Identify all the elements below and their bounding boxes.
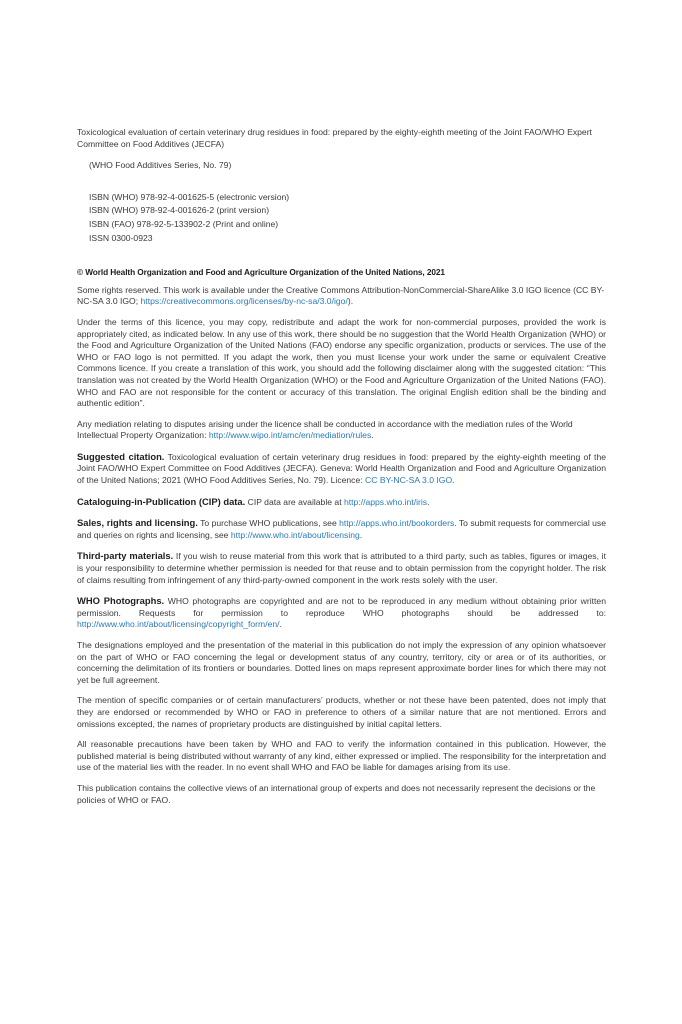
citation-text: Toxicological evaluation of certain veterinary drug residues in food: prepared by the eighty-eighth meeting of the Joint FAO/WHO Expert Committee on Food Additives (JECFA). Geneva: World Health Organization and Food and Agriculture Organization of the United Nations; 2021 (WHO Food Additives Series, No. 79). Licence: bbox=[77, 451, 606, 486]
copyright-form-link[interactable]: http://www.who.int/about/licensing/copyright_form/en/ bbox=[77, 619, 280, 630]
publication-title: Toxicological evaluation of certain veterinary drug residues in food: prepared by the eighty-eighth meeting of the Joint FAO/WHO Expert Committee on Food Additives (JECFA) bbox=[77, 127, 592, 149]
mediation-paragraph bbox=[77, 419, 606, 442]
cip-paragraph bbox=[77, 496, 606, 509]
series-note: (WHO Food Additives Series, No. 79) bbox=[89, 160, 232, 171]
third-party-text: If you wish to reuse material from this work that is attributed to a third party, such as tables, figures or images, it is your responsibility to determine whether permission is needed for that reuse and to obtain permission from the copyright holder. The risk of claims resulting from infringement of any third-party-owned component in the work rests solely with the user. bbox=[77, 551, 606, 585]
issn: ISSN 0300-0923 bbox=[89, 232, 153, 243]
cc-licence-link[interactable]: https://creativecommons.org/licenses/by-nc-sa/3.0/igo/ bbox=[140, 296, 348, 307]
isbn-who-electronic: ISBN (WHO) 978-92-4-001625-5 (electronic version) bbox=[89, 191, 290, 202]
third-party-paragraph bbox=[77, 550, 606, 586]
rights-text: Some rights reserved. This work is available under the Creative Commons Attribution-NonCommercial-ShareAlike 3.0 IGO licence (CC BY-NC-SA 3.0 IGO; bbox=[77, 284, 605, 307]
citation-paragraph bbox=[77, 451, 606, 487]
views-paragraph: This publication contains the collective views of an international group of experts and does not necessarily represent the decisions or the policies of WHO or FAO. bbox=[77, 782, 596, 805]
third-party-heading: Third-party materials. bbox=[77, 550, 174, 562]
cip-text: CIP data are available at bbox=[245, 496, 344, 507]
citation-licence-link[interactable]: CC BY-NC-SA 3.0 IGO bbox=[365, 475, 453, 486]
rights-end: ). bbox=[347, 296, 354, 307]
companies-paragraph: The mention of specific companies or of certain manufacturers’ products, whether or not these have been patented, does not imply that they are endorsed or recommended by WHO or FAO in preference to others of a similar nature that are not mentioned. Errors and omissions excepted, the names of proprietary products are distinguished by initial capital letters. bbox=[77, 695, 606, 729]
precautions-paragraph: All reasonable precautions have been taken by WHO and FAO to verify the information contained in this publication. However, the published material is being distributed without warranty of any kind, either expressed or implied. The responsibility for the interpretation and use of the material lies with the reader. In no event shall WHO and FAO be liable for damages arising from its use. bbox=[77, 739, 606, 773]
photos-end: . bbox=[279, 619, 282, 630]
sales-end: . bbox=[359, 529, 363, 540]
photos-text: WHO photographs are copyrighted and are not to be reproduced in any medium without obtaining prior written permission. Requests for permission to reproduce WHO photographs should be addressed to: bbox=[77, 596, 606, 618]
bookorders-link[interactable]: http://apps.who.int/bookorders bbox=[339, 518, 455, 529]
isbn-list bbox=[77, 192, 606, 244]
isbn-fao: ISBN (FAO) 978-92-5-133902-2 (Print and online) bbox=[89, 218, 279, 229]
licensing-link[interactable]: http://www.who.int/about/licensing bbox=[230, 529, 360, 540]
sales-mid: . To submit requests for commercial use and queries on rights and licensing, see bbox=[77, 518, 606, 540]
licence-terms-paragraph: Under the terms of this licence, you may copy, redistribute and adapt the work for non-commercial purposes, provided the work is appropriately cited, as indicated below. In any use of this work, there should be no suggestion that the World Health Organization (WHO) or the Food and Agriculture Organization of the United Nations (FAO) endorse any specific organization, products or services. The use of the WHO or FAO logo is not permitted. If you adapt the work, then you must license your work under the same or equivalent Creative Commons licence. If you create a translation of this work, you should add the following disclaimer along with the suggested citation: “This translation was not created by the World Health Organization (WHO) or the Food and Agriculture Organization of the United Nations (FAO). WHO and FAO are not responsible for the content or accuracy of this translation. The original English edition shall be the binding and authentic edition”. bbox=[77, 316, 606, 409]
sales-text: To purchase WHO publications, see bbox=[197, 518, 340, 529]
copyright-notice: © World Health Organization and Food and Agriculture Organization of the United Nations, 2021 bbox=[77, 267, 445, 278]
photos-heading: WHO Photographs. bbox=[77, 595, 165, 607]
mediation-text: Any mediation relating to disputes arising under the licence shall be conducted in accordance with the mediation rules of the World Intellectual Property Organization: bbox=[77, 418, 573, 441]
photos-paragraph bbox=[77, 595, 606, 631]
citation-end: . bbox=[452, 475, 455, 486]
iris-link[interactable]: http://apps.who.int/iris bbox=[343, 496, 428, 507]
sales-paragraph bbox=[77, 517, 606, 541]
cip-heading: Cataloguing-in-Publication (CIP) data. bbox=[77, 495, 246, 507]
wipo-link[interactable]: http://www.wipo.int/amc/en/mediation/rules bbox=[208, 430, 372, 441]
copyright-page-content bbox=[77, 127, 606, 815]
citation-heading: Suggested citation. bbox=[77, 450, 165, 462]
designations-paragraph: The designations employed and the presentation of the material in this publication do not imply the expression of any opinion whatsoever on the part of WHO or FAO concerning the legal or development status of any country, territory, city or area or of its authorities, or concerning the delimitation of its frontiers or boundaries. Dotted lines on maps represent approximate border lines for which there may not yet be full agreement. bbox=[77, 640, 606, 685]
cip-end: . bbox=[427, 496, 430, 507]
rights-paragraph bbox=[77, 285, 606, 308]
sales-heading: Sales, rights and licensing. bbox=[77, 517, 198, 529]
mediation-end: . bbox=[371, 430, 374, 441]
isbn-who-print: ISBN (WHO) 978-92-4-001626-2 (print version) bbox=[89, 205, 270, 216]
